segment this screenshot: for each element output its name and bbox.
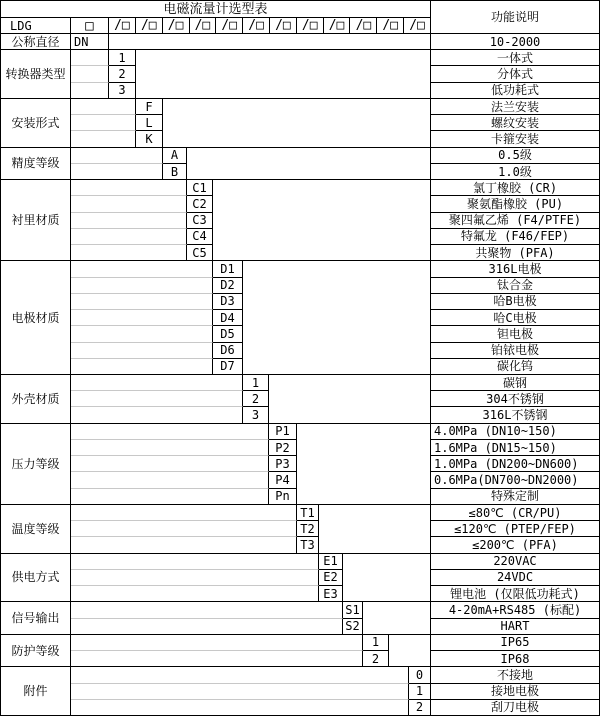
model-slot: /□: [216, 18, 243, 33]
desc-cell: 一体式: [431, 50, 600, 66]
desc-cell: 1.0MPa (DN200~DN600): [431, 456, 600, 472]
spacer-cell: [71, 391, 243, 407]
spacer-cell: [71, 148, 163, 164]
right-fill-cell: [213, 180, 431, 261]
code-cell: DN: [71, 34, 109, 50]
code-cell: C2: [187, 196, 213, 212]
spacer-cell: [71, 554, 319, 570]
desc-cell: 4-20mA+RS485 (标配): [431, 602, 600, 618]
desc-cell: 聚四氟乙烯 (F4/PTFE): [431, 213, 600, 229]
spacer-cell: [71, 196, 187, 212]
model-slot: /□: [109, 18, 136, 33]
group-label: 安装形式: [1, 99, 71, 148]
spacer-cell: [71, 343, 213, 359]
code-cell: S2: [343, 619, 363, 635]
desc-cell: 刮刀电极: [431, 700, 600, 716]
desc-cell: 共聚物 (PFA): [431, 245, 600, 261]
function-description-header: 功能说明: [431, 1, 600, 34]
model-slots-row: [109, 18, 431, 34]
desc-cell: 碳化钨: [431, 359, 600, 375]
desc-cell: 铂铱电极: [431, 343, 600, 359]
desc-cell: ≤80℃ (CR/PU): [431, 505, 600, 521]
spacer-cell: [71, 635, 363, 651]
code-cell: D2: [213, 278, 243, 294]
table-title: 电磁流量计选型表: [1, 1, 431, 18]
model-slot: /□: [243, 18, 270, 33]
desc-cell: 304不锈钢: [431, 391, 600, 407]
desc-cell: 0.6MPa(DN700~DN2000): [431, 472, 600, 488]
code-cell: C3: [187, 213, 213, 229]
code-cell: 1: [109, 50, 136, 66]
code-cell: C4: [187, 229, 213, 245]
code-cell: P4: [269, 472, 297, 488]
desc-cell: 特氟龙 (F46/FEP): [431, 229, 600, 245]
code-cell: C1: [187, 180, 213, 196]
desc-cell: IP65: [431, 635, 600, 651]
spacer-cell: [71, 619, 343, 635]
model-slot: /□: [377, 18, 404, 33]
model-slot: /□: [190, 18, 217, 33]
code-cell: 1: [363, 635, 389, 651]
desc-cell: 钽电极: [431, 326, 600, 342]
right-fill-cell: [243, 261, 431, 375]
group-label: 精度等级: [1, 148, 71, 180]
right-fill-cell: [319, 505, 431, 554]
right-fill-cell: [389, 635, 431, 667]
desc-cell: 螺纹安装: [431, 115, 600, 131]
spacer-cell: [71, 440, 269, 456]
spacer-cell: [71, 570, 319, 586]
desc-cell: 法兰安装: [431, 99, 600, 115]
desc-cell: ≤200℃ (PFA): [431, 537, 600, 553]
spacer-cell: [71, 651, 363, 667]
desc-cell: 卡箍安装: [431, 131, 600, 147]
code-cell: D6: [213, 343, 243, 359]
desc-cell: ≤120℃ (PTEP/FEP): [431, 521, 600, 537]
desc-cell: 316L不锈钢: [431, 407, 600, 423]
code-cell: P1: [269, 424, 297, 440]
group-label: 公称直径: [1, 34, 71, 50]
model-prefix: LDG: [1, 18, 71, 34]
desc-cell: 10-2000: [431, 34, 600, 50]
code-cell: B: [163, 164, 187, 180]
spacer-cell: [71, 586, 319, 602]
code-cell: 3: [109, 83, 136, 99]
model-slot: /□: [136, 18, 163, 33]
code-cell: C5: [187, 245, 213, 261]
group-label: 防护等级: [1, 635, 71, 667]
spacer-cell: [71, 602, 343, 618]
spacer-cell: [71, 684, 409, 700]
spacer-cell: [71, 261, 213, 277]
group-label: 附件: [1, 667, 71, 716]
model-slot: /□: [270, 18, 297, 33]
code-cell: S1: [343, 602, 363, 618]
desc-cell: 316L电极: [431, 261, 600, 277]
desc-cell: 碳钢: [431, 375, 600, 391]
right-fill-cell: [297, 424, 431, 505]
right-fill-cell: [187, 148, 431, 180]
right-fill-cell: [343, 554, 431, 603]
model-slot: /□: [324, 18, 351, 33]
desc-cell: HART: [431, 619, 600, 635]
code-cell: P3: [269, 456, 297, 472]
group-label: 转换器类型: [1, 50, 71, 99]
desc-cell: 氯丁橡胶 (CR): [431, 180, 600, 196]
spacer-cell: [71, 326, 213, 342]
code-cell: P2: [269, 440, 297, 456]
group-label: 供电方式: [1, 554, 71, 603]
spacer-cell: [71, 537, 297, 553]
spacer-cell: [71, 131, 136, 147]
model-slot: /□: [350, 18, 377, 33]
desc-cell: 4.0MPa (DN10~150): [431, 424, 600, 440]
code-cell: 0: [409, 667, 431, 683]
code-cell: A: [163, 148, 187, 164]
spacer-cell: [71, 245, 187, 261]
spacer-cell: [71, 407, 243, 423]
desc-cell: 钛合金: [431, 278, 600, 294]
desc-cell: 哈C电极: [431, 310, 600, 326]
group-label: 外壳材质: [1, 375, 71, 424]
group-label: 电极材质: [1, 261, 71, 375]
code-cell: D4: [213, 310, 243, 326]
desc-cell: 特殊定制: [431, 489, 600, 505]
code-cell: 2: [363, 651, 389, 667]
code-cell: 3: [243, 407, 269, 423]
code-cell: D5: [213, 326, 243, 342]
spacer-cell: [71, 180, 187, 196]
spacer-cell: [71, 164, 163, 180]
desc-cell: 不接地: [431, 667, 600, 683]
spacer-cell: [71, 456, 269, 472]
code-cell: D7: [213, 359, 243, 375]
code-cell: D3: [213, 294, 243, 310]
group-label: 信号输出: [1, 602, 71, 634]
code-cell: 2: [243, 391, 269, 407]
code-cell: E3: [319, 586, 343, 602]
model-slot: /□: [297, 18, 324, 33]
spacer-cell: [71, 213, 187, 229]
code-cell: 2: [409, 700, 431, 716]
desc-cell: 1.6MPa (DN15~150): [431, 440, 600, 456]
spacer-cell: [71, 667, 409, 683]
spacer-cell: [71, 115, 136, 131]
right-fill-cell: [109, 34, 431, 50]
code-cell: L: [136, 115, 163, 131]
spacer-cell: [71, 66, 109, 82]
group-label: 压力等级: [1, 424, 71, 505]
desc-cell: 分体式: [431, 66, 600, 82]
spacer-cell: [71, 310, 213, 326]
code-cell: F: [136, 99, 163, 115]
code-cell: 1: [243, 375, 269, 391]
spacer-cell: [71, 294, 213, 310]
spacer-cell: [71, 229, 187, 245]
desc-cell: 低功耗式: [431, 83, 600, 99]
right-fill-cell: [163, 99, 431, 148]
right-fill-cell: [363, 602, 431, 634]
desc-cell: 24VDC: [431, 570, 600, 586]
group-label: 温度等级: [1, 505, 71, 554]
code-cell: T2: [297, 521, 319, 537]
code-cell: D1: [213, 261, 243, 277]
desc-cell: 1.0级: [431, 164, 600, 180]
spacer-cell: [71, 99, 136, 115]
code-cell: E2: [319, 570, 343, 586]
desc-cell: 220VAC: [431, 554, 600, 570]
group-label: 衬里材质: [1, 180, 71, 261]
code-cell: T1: [297, 505, 319, 521]
desc-cell: 哈B电极: [431, 294, 600, 310]
code-cell: K: [136, 131, 163, 147]
model-box-cell: □: [71, 18, 109, 34]
spacer-cell: [71, 472, 269, 488]
code-cell: T3: [297, 537, 319, 553]
spacer-cell: [71, 359, 213, 375]
code-cell: Pn: [269, 489, 297, 505]
spacer-cell: [71, 505, 297, 521]
spacer-cell: [71, 700, 409, 716]
right-fill-cell: [136, 50, 431, 99]
spacer-cell: [71, 424, 269, 440]
spacer-cell: [71, 521, 297, 537]
model-slot: /□: [409, 18, 425, 33]
spacer-cell: [71, 83, 109, 99]
spacer-cell: [71, 50, 109, 66]
desc-cell: 0.5级: [431, 148, 600, 164]
code-cell: E1: [319, 554, 343, 570]
spacer-cell: [71, 375, 243, 391]
code-cell: 2: [109, 66, 136, 82]
model-slot: /□: [163, 18, 190, 33]
desc-cell: 锂电池 (仅限低功耗式): [431, 586, 600, 602]
desc-cell: 接地电极: [431, 684, 600, 700]
code-cell: 1: [409, 684, 431, 700]
desc-cell: IP68: [431, 651, 600, 667]
desc-cell: 聚氨酯橡胶 (PU): [431, 196, 600, 212]
right-fill-cell: [269, 375, 431, 424]
spacer-cell: [71, 489, 269, 505]
spacer-cell: [71, 278, 213, 294]
